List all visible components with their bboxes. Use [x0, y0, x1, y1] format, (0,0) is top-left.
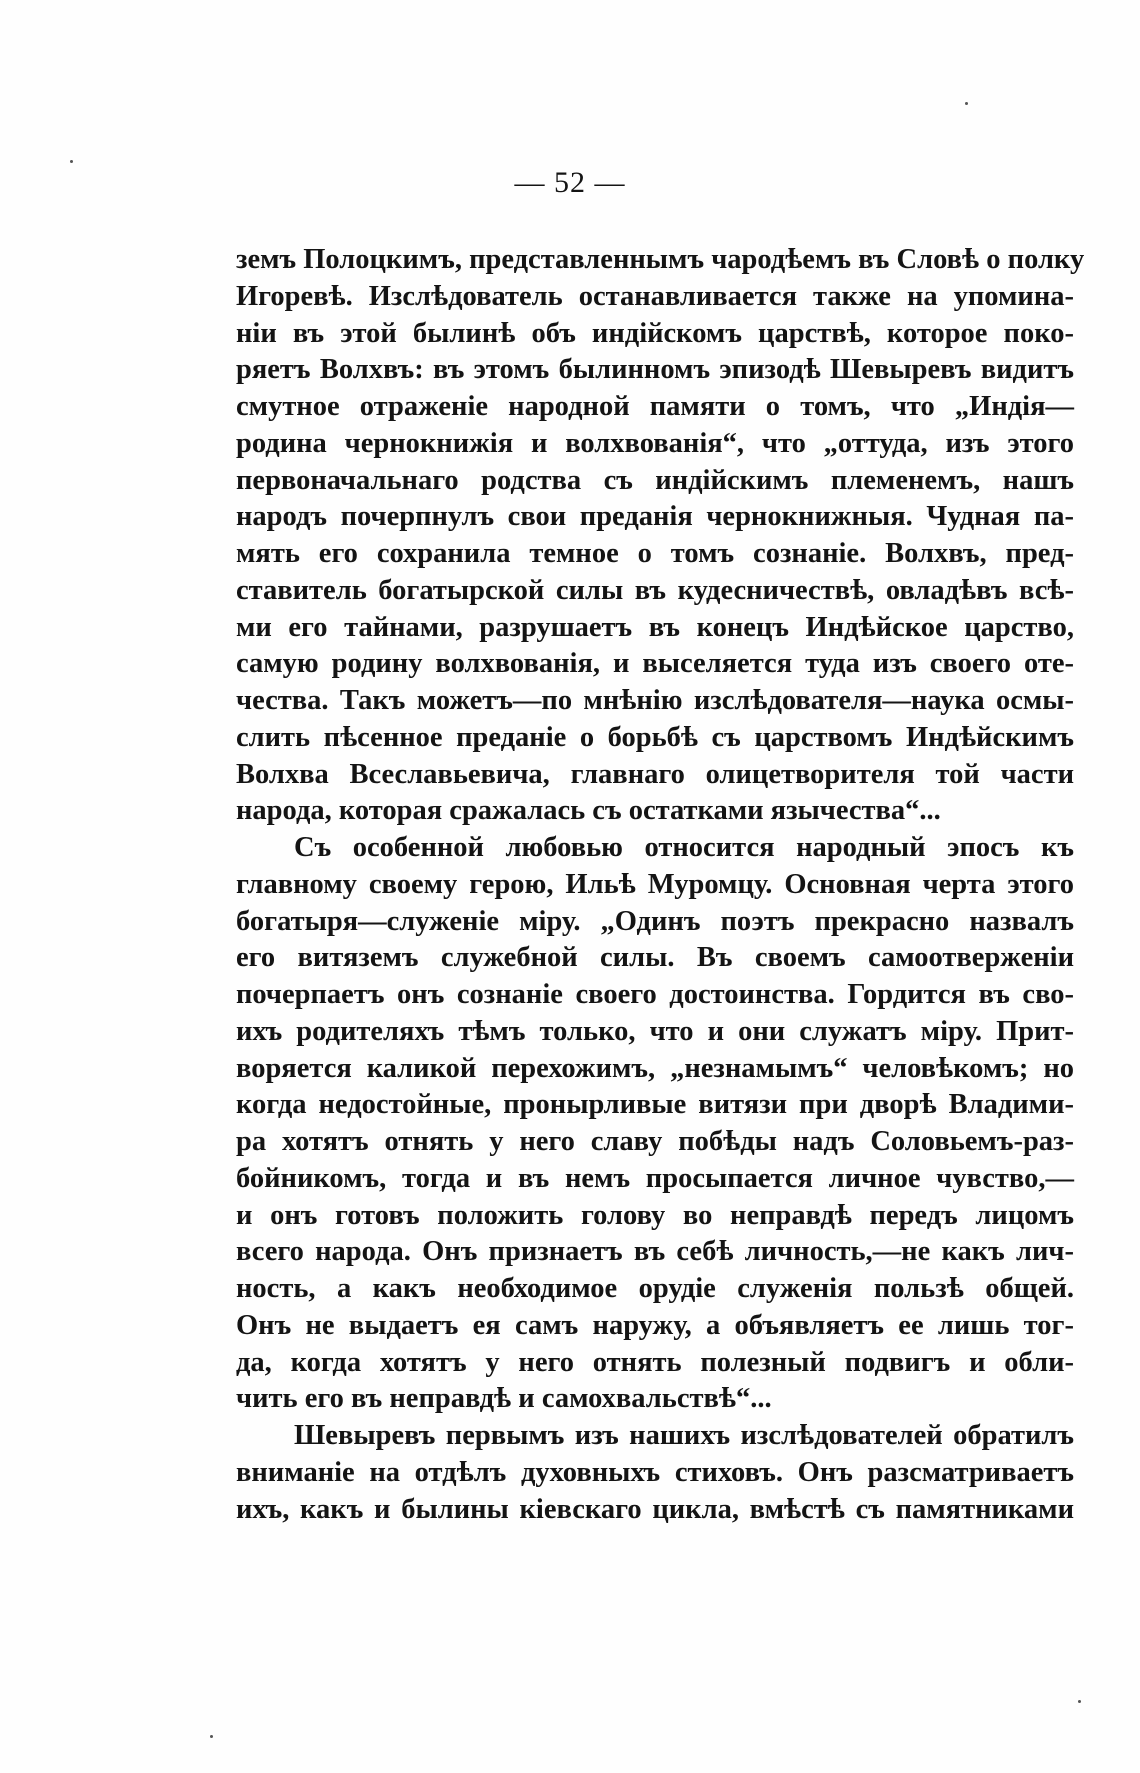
text-line: ра хотятъ отнять у него славу побѣды надъ Соловьемъ-раз- [236, 1126, 1074, 1157]
text-line: воряется каликой перехожимъ, „незнамымъ“ человѣкомъ; но [236, 1052, 1074, 1084]
text-line: богатыря—служеніе міру. „Одинъ поэтъ прекрасно назвалъ [236, 905, 1074, 937]
text-line: ность, а какъ необходимое орудіе служенія пользѣ общей. [236, 1273, 1074, 1304]
text-line: вниманіе на отдѣлъ духовныхъ стиховъ. Онъ разсматриваетъ [236, 1456, 1074, 1488]
text-line: и онъ готовъ положить голову во неправдѣ передъ лицомъ [236, 1199, 1074, 1231]
text-line: ихъ, какъ и былины кіевскаго цикла, вмѣстѣ съ памятниками [236, 1493, 1074, 1525]
text-line: Онъ не выдаетъ ея самъ наружу, а объявляетъ ее лишь тог- [236, 1309, 1074, 1341]
text-line: да, когда хотятъ у него отнять полезный подвигъ и обли- [236, 1346, 1074, 1378]
text-line: мять его сохранила темное о томъ сознаніе. Волхвъ, пред- [236, 538, 1074, 569]
text-line: ряетъ Волхвъ: въ этомъ былинномъ эпизодѣ Шевыревъ видитъ [236, 354, 1074, 386]
text-line: ставитель богатырской силы въ кудесничествѣ, овладѣвъ всѣ- [236, 574, 1074, 606]
paper-speck [70, 160, 73, 163]
paragraph-3 [236, 1418, 1074, 1528]
text-line: чить его въ неправдѣ и самохвальствѣ“... [236, 1383, 772, 1415]
page-number: — 52 — [514, 166, 626, 199]
text-line: ихъ родителяхъ тѣмъ только, что и они служатъ міру. Прит- [236, 1015, 1074, 1047]
text-line: когда недостойные, пронырливые витязи при дворѣ Владими- [236, 1089, 1074, 1121]
text-line: ми его тайнами, разрушаетъ въ конецъ Индѣйское царство, [236, 611, 1074, 643]
text-line: Игоревѣ. Изслѣдователь останавливается также на упомина- [236, 280, 1074, 312]
text-line: первоначальнаго родства съ индійскимъ племенемъ, нашъ [236, 464, 1074, 496]
text-line: главному своему герою, Ильѣ Муромцу. Основная черта этого [236, 868, 1074, 900]
text-line: почерпаетъ онъ сознаніе своего достоинства. Гордится въ сво- [236, 979, 1074, 1010]
paper-speck [210, 1735, 213, 1738]
body-text [236, 242, 1085, 1528]
text-line: народа, которая сражалась съ остатками язычества“... [236, 795, 941, 827]
text-line: Съ особенной любовью относится народный эпосъ къ [294, 832, 1074, 863]
text-line: слить пѣсенное преданіе о борьбѣ съ царствомъ Индѣйскимъ [236, 721, 1074, 753]
text-line: родина чернокнижія и волхвованія“, что „оттуда, изъ этого [236, 427, 1074, 459]
text-line: Волхва Всеславьевича, главнаго олицетворителя той части [236, 758, 1074, 790]
text-line: ніи въ этой былинѣ объ индійскомъ царствѣ, которое поко- [236, 317, 1074, 349]
text-line: самую родину волхвованія, и выселяется туда изъ своего оте- [236, 648, 1074, 680]
text-line: смутное отраженіе народной памяти о томъ, что „Индія— [236, 391, 1074, 422]
text-line: бойникомъ, тогда и въ немъ просыпается личное чувство,— [236, 1162, 1074, 1194]
text-line: всего народа. Онъ признаетъ въ себѣ личность,—не какъ лич- [236, 1236, 1074, 1268]
text-line: Шевыревъ первымъ изъ нашихъ изслѣдователей обратилъ [294, 1420, 1074, 1451]
text-line: чества. Такъ можетъ—по мнѣнію изслѣдователя—наука осмы- [236, 685, 1074, 716]
paper-speck [965, 102, 968, 105]
text-line: земъ Полоцкимъ, представленнымъ чародѣемъ въ Словѣ о полку [236, 244, 1085, 275]
text-line: его витяземъ служебной силы. Въ своемъ самоотверженіи [236, 942, 1074, 974]
paragraph-2 [236, 830, 1074, 1418]
text-line: народъ почерпнулъ свои преданія чернокнижныя. Чудная па- [236, 501, 1074, 533]
paper-speck [1078, 1700, 1081, 1703]
paragraph-1 [236, 242, 1085, 830]
